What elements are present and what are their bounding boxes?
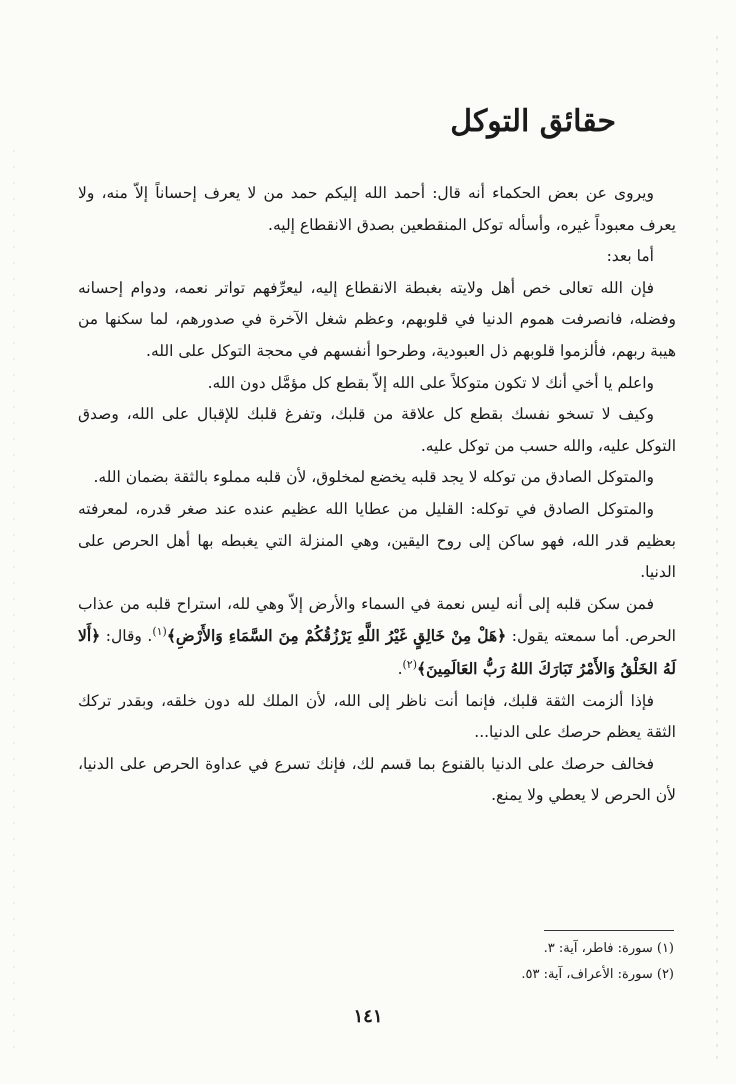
text-run: فإن الله تعالى خص أهل ولايته بغبطة الانقطاع إليه، ليعرِّفهم تواتر نعمه، ودوام إحسانه وفضله، فانصرفت هموم الدنيا في قلوبهم، وعظم شغل الآخرة في صدورهم، لما سكنها من هيبة ربهم، فألزموا قلوبهم ذل العبودية، وطرحوا أنفسهم في محجة التوكل على الله. [78,278,676,360]
text-run: والمتوكل الصادق من توكله لا يجد قلبه يخضع لمخلوق، لأن قلبه مملوء بالثقة بضمان الله. [93,468,654,487]
quran-verse: ﴿هَلْ مِنْ خَالِقٍ غَيْرُ اللَّهِ يَرْزُقُكُمْ مِنَ السَّمَاءِ وَالأَرْضِ﴾ [166,626,507,646]
text-run: وكيف لا تسخو نفسك بقطع كل علاقة من قلبك، وتفرغ قلبك للإقبال على الله، وصدق التوكل عليه، والله حسب من توكل عليه. [78,405,676,455]
text-run: فخالف حرصك على الدنيا بالقنوع بما قسم لك، فإنك تسرع في عداوة الحرص على الدنيا، لأن الحرص لا يعطي ولا يمنع. [78,754,676,805]
text-run: واعلم يا أخي أنك لا تكون متوكلاً على الله إلاّ بقطع كل مؤمَّل دون الله. [207,373,654,392]
text-run: . [397,659,403,678]
footnote-2: (٢) سورة: الأعراف، آية: ٥٣. [521,967,674,982]
footnote-reference: (٢) [402,657,418,671]
quran-verse: ﴿أَلا لَهُ الخَلْقُ وَالأَمْرُ تَبَارَكَ اللهُ رَبُّ العَالَمِينَ﴾ [78,626,676,678]
page-number: ١٤١ [353,1006,383,1027]
footnote-1: (١) سورة: فاطر، آية: ٣. [543,941,674,956]
text-run: . وقال: [100,627,153,646]
text-run: ويروى عن بعض الحكماء أنه قال: أحمد الله إليكم حمد من لا يعرف إحساناً إلاّ منه، ولا يعرف معبوداً غيره، وأسأله توكل المنقطعين بصدق الانقطاع إليه. [78,184,676,234]
text-run: فمن سكن قلبه إلى أنه ليس نعمة في السماء والأرض إلاّ وهي لله، استراح قلبه من عذاب الحرص. أما سمعته يقول: [78,594,676,646]
text-run: والمتوكل الصادق في توكله: القليل من عطايا الله عظيم عنده عند صغر قدره، لمعرفته بعظيم قدر الله، فهو ساكن إلى روح اليقين، وهي المنزلة التي يغبطه بها أهل الحرص على الدنيا. [78,499,676,582]
footnote-reference: (١) [152,625,167,639]
text-run: فإذا ألزمت الثقة قلبك، فإنما أنت ناظر إلى الله، لأن الملك لله دون خلقه، وبقدر تركك الثقة يعظم حرصك على الدنيا... [78,691,676,742]
chapter-title: حقائق التوكل [450,104,616,139]
text-run: أما بعد: [606,247,654,266]
